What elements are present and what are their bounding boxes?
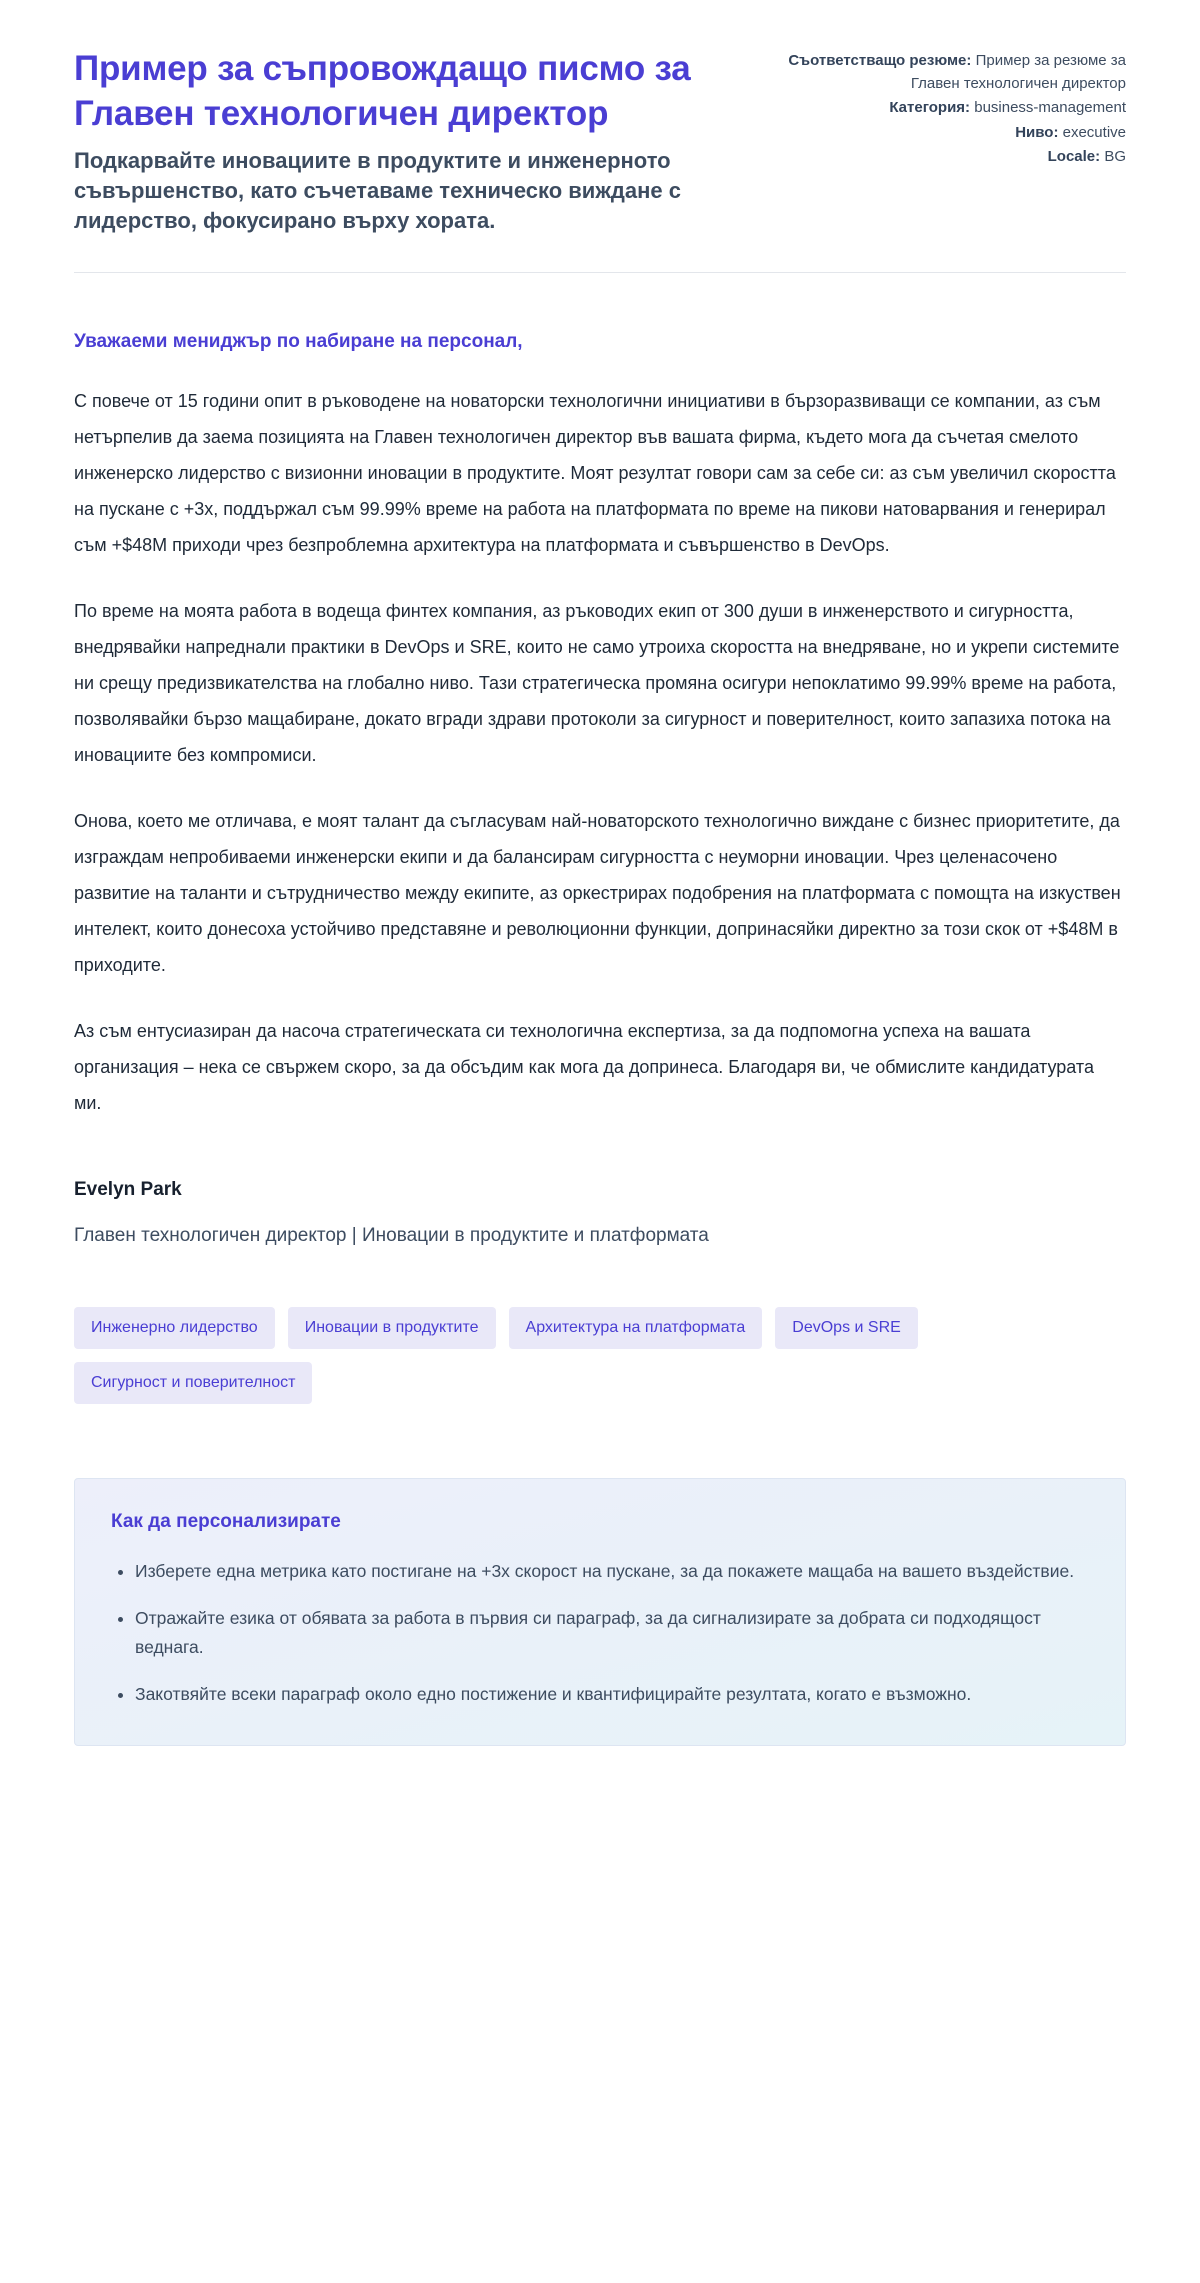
- meta-row-resume: [778, 50, 1126, 95]
- signature-role: Главен технологичен директор | Иновации в продуктите и платформата: [74, 1225, 709, 1246]
- greeting: Уважаеми мениджър по набиране на персонал,: [74, 331, 523, 352]
- meta-resume-value: Пример за резюме за Главен технологичен директор: [910, 52, 1126, 92]
- header: [74, 46, 1126, 236]
- meta-level-label: Ниво:: [1015, 123, 1059, 141]
- personalize-tip: • Отражайте езика от обявата за работа в първия си параграф, за да сигнализирате за добрата си подходящост веднага.: [135, 1604, 1089, 1662]
- letter-paragraph: По време на моята работа в водеща финтех компания, аз ръководих екип от 300 души в инженерството и сигурността, внедрявайки напреднали практики в DevOps и SRE, които не само утроиха скоростта на внедряване, но и укрепи системите ни срещу предизвикателства на глобално ниво. Тази стратегическа промяна осигури непоклатимо 99.99% време на работа, позволявайки бързо мащабиране, докато вгради здрави протоколи за сигурност и поверителност, които запазиха потока на иновациите без компромиси.: [74, 601, 1120, 765]
- meta-level-value: executive: [1062, 123, 1126, 141]
- letter-paragraphs: [74, 383, 1126, 1121]
- signature-name: Evelyn Park: [74, 1179, 182, 1200]
- personalize-tip: • Изберете една метрика като постигане на +3x скорост на пускане, за да покажете мащаба на вашето въздействие.: [135, 1557, 1089, 1586]
- meta-row-locale: [778, 146, 1126, 169]
- meta-category-label: Категория:: [889, 99, 971, 116]
- meta-category-value: business-management: [974, 99, 1126, 116]
- letter-paragraph: Аз съм ентусиазиран да насоча стратегическата си технологична експертиза, за да подпомогна успеха на вашата организация – нека се свържем скоро, за да обсъдим как мога да допринеса. Благодаря ви, че обмислите кандидатурата ми.: [74, 1021, 1094, 1113]
- cover-letter-page: [74, 0, 1126, 1812]
- meta-locale-value: BG: [1104, 148, 1126, 165]
- letter-paragraph: Онова, което ме отличава, е моят талант да съгласувам най-новаторското технологично виждане с бизнес приоритетите, да изграждам непробиваеми инженерски екипи и да балансирам сигурността с неуморни иновации. Чрез целенасочено развитие на таланти и сътрудничество между екипите, аз оркестрирах подобрения на платформата с помощта на изкуствен интелект, които донесоха устойчиво представяне и революционни функции, допринасяйки директно за този скок от +$48M в приходите.: [74, 811, 1121, 975]
- tag-chip[interactable]: Инженерно лидерство: [74, 1307, 275, 1349]
- tag-chip[interactable]: DevOps и SRE: [775, 1307, 918, 1349]
- letter-body: [74, 331, 1126, 1746]
- tag-list: [74, 1307, 1126, 1404]
- page-subtitle: Подкарвайте иновациите в продуктите и инженерното съвършенство, като съчетаваме техническо виждане с лидерство, фокусирано върху хората.: [74, 148, 681, 234]
- letter-paragraph: С повече от 15 години опит в ръководене на новаторски технологични инициативи в бързоразвиващи се компании, аз съм нетърпелив да заема позицията на Главен технологичен директор във вашата фирма, където мога да съчетая смелото инженерско лидерство с визионни иновации в продуктите. Моят резултат говори сам за себе си: аз съм увеличил скоростта на пускане с +3x, поддържал съм 99.99% време на работа на платформата по време на пикови натоварвания и генерирал съм +$48M приходи чрез безпроблемна архитектура на платформата и съвършенство в DevOps.: [74, 391, 1116, 555]
- tag-chip[interactable]: Архитектура на платформата: [509, 1307, 763, 1349]
- meta-panel: [778, 46, 1126, 171]
- meta-locale-label: Locale:: [1047, 148, 1101, 165]
- header-title-block: [74, 46, 734, 236]
- personalize-title: Как да персонализирате: [111, 1511, 341, 1532]
- personalize-tip: • Закотвяйте всеки параграф около едно постижение и квантифицирайте резултата, когато е възможно.: [135, 1680, 1089, 1709]
- personalize-list: [111, 1557, 1089, 1709]
- meta-row-level: [778, 122, 1126, 145]
- meta-resume-label: Съответстващо резюме:: [788, 52, 972, 69]
- personalize-box: [74, 1478, 1126, 1746]
- meta-row-category: [778, 97, 1126, 120]
- tag-chip[interactable]: Иновации в продуктите: [288, 1307, 496, 1349]
- page-title: Пример за съпровождащо писмо за Главен технологичен директор: [74, 49, 691, 134]
- tag-chip[interactable]: Сигурност и поверителност: [74, 1362, 312, 1404]
- divider: [74, 272, 1126, 273]
